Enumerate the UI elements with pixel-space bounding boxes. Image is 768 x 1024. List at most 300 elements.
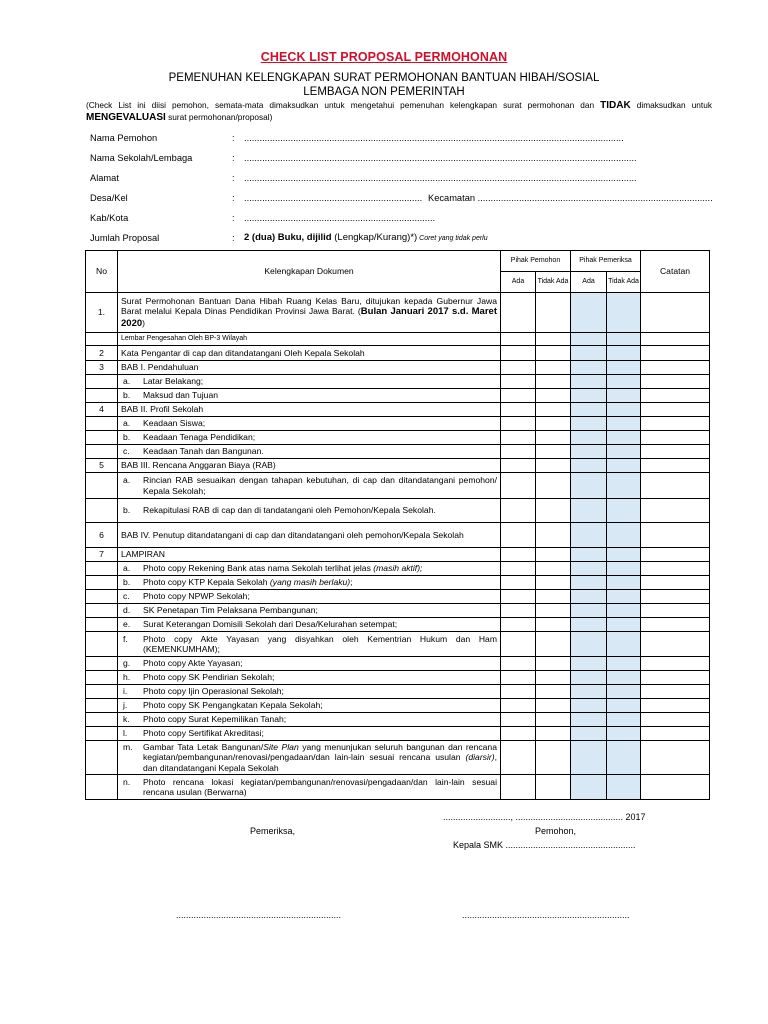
check-cell[interactable]	[607, 671, 641, 685]
note-cell[interactable]	[641, 473, 710, 499]
note-cell[interactable]	[641, 727, 710, 741]
row-number	[86, 576, 118, 590]
check-cell[interactable]	[536, 618, 571, 632]
check-cell[interactable]	[571, 632, 607, 657]
note-text-3: surat permohonan/proposal)	[165, 111, 273, 122]
field-label: Kab/Kota	[90, 213, 129, 223]
table-row	[86, 632, 710, 657]
check-cell[interactable]	[501, 713, 536, 727]
check-cell[interactable]	[607, 727, 641, 741]
row-item-text: Keadaan Siswa;	[143, 418, 206, 429]
field-kecamatan	[428, 191, 713, 205]
check-cell[interactable]	[501, 685, 536, 699]
row-item-text: Photo rencana lokasi kegiatan/pembangunan/renovasi/pengadaan/dan lain-lain sesuai rencana usulan (Berwarna)	[143, 776, 497, 797]
check-cell[interactable]	[607, 333, 641, 346]
check-cell[interactable]	[607, 403, 641, 417]
check-cell[interactable]	[607, 632, 641, 657]
check-cell[interactable]	[607, 445, 641, 459]
check-cell[interactable]	[607, 417, 641, 431]
check-cell[interactable]	[607, 562, 641, 576]
row-number: 4	[86, 403, 118, 417]
row-number: 7	[86, 548, 118, 562]
check-cell[interactable]	[607, 657, 641, 671]
check-cell[interactable]	[571, 576, 607, 590]
check-cell[interactable]	[501, 431, 536, 445]
check-cell[interactable]	[571, 389, 607, 403]
subtitle-line-1: PEMENUHAN KELENGKAPAN SURAT PERMOHONAN BANTUAN HIBAH/SOSIAL	[168, 72, 600, 84]
check-cell[interactable]	[607, 361, 641, 375]
check-cell[interactable]	[571, 375, 607, 389]
row-letter: j.	[123, 700, 128, 711]
row-text: BAB I. Pendahuluan	[118, 361, 501, 375]
item-text-end: ;	[350, 577, 353, 588]
check-cell[interactable]	[536, 346, 571, 361]
row-text-end: )	[142, 317, 146, 328]
row-text: BAB III. Rencana Anggaran Biaya (RAB)	[118, 459, 501, 473]
table-row	[86, 727, 710, 741]
table-row	[86, 685, 710, 699]
note-cell[interactable]	[641, 346, 710, 361]
check-cell[interactable]	[607, 523, 641, 548]
check-cell[interactable]	[571, 671, 607, 685]
row-letter: a.	[123, 475, 131, 486]
table-row	[86, 604, 710, 618]
check-cell[interactable]	[536, 657, 571, 671]
check-cell[interactable]	[536, 333, 571, 346]
table-row	[86, 590, 710, 604]
table-row	[86, 576, 710, 590]
item-text: , dan ditandatangani Kepala Sekolah	[143, 752, 497, 773]
jumlah-normal: (Lengkap/Kurang)*)	[331, 232, 418, 243]
row-text	[118, 604, 501, 618]
row-number: 1.	[86, 293, 118, 333]
check-cell[interactable]	[501, 473, 536, 499]
note-cell[interactable]	[641, 459, 710, 473]
check-cell[interactable]	[501, 548, 536, 562]
item-italic: (diarsir)	[465, 752, 495, 763]
field-blank[interactable]: .....................................................................	[244, 193, 423, 203]
row-letter: b.	[123, 577, 131, 588]
row-item-text: Photo copy Akte Yayasan yang disyahkan oleh Kementrian Hukum dan Ham (KEMENKUMHAM);	[143, 633, 497, 654]
row-number	[86, 727, 118, 741]
check-cell[interactable]	[536, 361, 571, 375]
row-number	[86, 417, 118, 431]
row-text-bold: Bulan Januari 2017 s.d. Maret 2020	[121, 306, 497, 329]
field-blank[interactable]: ...........................................................................................	[477, 193, 713, 203]
check-cell[interactable]	[571, 403, 607, 417]
check-cell[interactable]	[536, 431, 571, 445]
check-cell[interactable]	[571, 741, 607, 775]
row-number: 2	[86, 346, 118, 361]
check-cell[interactable]	[501, 389, 536, 403]
row-letter: a.	[123, 418, 131, 429]
check-cell[interactable]	[501, 604, 536, 618]
row-number	[86, 499, 118, 523]
check-cell[interactable]	[536, 293, 571, 333]
row-letter: a.	[123, 563, 131, 574]
row-number	[86, 431, 118, 445]
row-letter: c.	[123, 446, 130, 457]
note-cell[interactable]	[641, 417, 710, 431]
field-blank[interactable]: ...................................................................................................................................................	[244, 133, 624, 143]
check-cell[interactable]	[607, 576, 641, 590]
row-letter: m.	[123, 742, 133, 753]
row-number	[86, 741, 118, 775]
note-cell[interactable]	[641, 523, 710, 548]
check-cell[interactable]	[501, 590, 536, 604]
check-cell[interactable]	[571, 548, 607, 562]
check-cell[interactable]	[571, 417, 607, 431]
table-row	[86, 431, 710, 445]
check-cell[interactable]	[536, 685, 571, 699]
kepala-smk-label[interactable]: Kepala SMK ....................................................	[453, 840, 636, 850]
check-cell[interactable]	[571, 346, 607, 361]
pemeriksa-label: Pemeriksa,	[250, 826, 296, 836]
note-cell[interactable]	[641, 671, 710, 685]
row-text	[118, 417, 501, 431]
check-cell[interactable]	[536, 499, 571, 523]
note-cell[interactable]	[641, 590, 710, 604]
row-item-text	[143, 742, 497, 773]
row-text	[118, 671, 501, 685]
row-number	[86, 775, 118, 800]
item-text: Photo copy Rekening Bank atas nama Sekolah terlihat jelas	[143, 563, 374, 574]
row-text	[118, 590, 501, 604]
check-cell[interactable]	[536, 671, 571, 685]
note-cell[interactable]	[641, 431, 710, 445]
check-cell[interactable]	[607, 389, 641, 403]
check-cell[interactable]	[571, 499, 607, 523]
note-cell[interactable]	[641, 618, 710, 632]
instruction-note	[86, 100, 712, 123]
check-cell[interactable]	[501, 775, 536, 800]
row-item-text: Photo copy Akte Yayasan;	[143, 658, 243, 669]
check-cell[interactable]	[571, 685, 607, 699]
row-text	[118, 293, 501, 333]
place-date[interactable]: ..........................., ........................................... 2017	[443, 812, 646, 822]
note-cell[interactable]	[641, 741, 710, 775]
field-colon: :	[232, 193, 235, 203]
row-number	[86, 632, 118, 657]
check-cell[interactable]	[536, 713, 571, 727]
document-title: CHECK LIST PROPOSAL PERMOHONAN	[260, 50, 508, 64]
row-number: 6	[86, 523, 118, 548]
field-blank[interactable]: ..........................................................................	[244, 213, 436, 223]
row-number	[86, 618, 118, 632]
row-text	[118, 699, 501, 713]
check-cell[interactable]	[536, 459, 571, 473]
jumlah-note: Coret yang tidak perlu	[417, 235, 488, 242]
row-text	[118, 618, 501, 632]
field-label: Alamat	[90, 173, 119, 183]
check-cell[interactable]	[501, 562, 536, 576]
check-cell[interactable]	[536, 523, 571, 548]
check-cell[interactable]	[571, 590, 607, 604]
table-row	[86, 671, 710, 685]
row-text	[118, 562, 501, 576]
field-blank[interactable]: ........................................................................................................................................................	[244, 173, 637, 183]
row-letter: n.	[123, 776, 131, 787]
item-italic: (yang masih berlaku)	[269, 577, 351, 588]
note-cell[interactable]	[641, 657, 710, 671]
row-letter: e.	[123, 619, 131, 630]
table-row	[86, 741, 710, 775]
check-cell[interactable]	[536, 548, 571, 562]
check-cell[interactable]	[501, 727, 536, 741]
check-cell[interactable]	[571, 618, 607, 632]
note-cell[interactable]	[641, 375, 710, 389]
note-cell[interactable]	[641, 403, 710, 417]
row-letter: i.	[123, 686, 128, 697]
field-label: Kecamatan	[428, 193, 476, 203]
row-letter: c.	[123, 591, 130, 602]
table-row	[86, 562, 710, 576]
check-cell[interactable]	[607, 685, 641, 699]
note-cell[interactable]	[641, 685, 710, 699]
check-cell[interactable]	[607, 713, 641, 727]
check-cell[interactable]	[536, 417, 571, 431]
header-ada: Ada	[501, 272, 536, 293]
field-label: Desa/Kel	[90, 193, 128, 203]
check-cell[interactable]	[501, 403, 536, 417]
table-row	[86, 548, 710, 562]
check-cell[interactable]	[536, 741, 571, 775]
check-cell[interactable]	[501, 293, 536, 333]
table-row	[86, 389, 710, 403]
note-text-2: dimaksudkan untuk	[630, 100, 712, 110]
header-catatan: Catatan	[641, 251, 710, 293]
note-cell[interactable]	[641, 713, 710, 727]
field-colon: :	[232, 213, 235, 223]
table-row	[86, 375, 710, 389]
check-cell[interactable]	[501, 346, 536, 361]
note-cell[interactable]	[641, 445, 710, 459]
check-cell[interactable]	[571, 562, 607, 576]
row-item-text: Photo copy SK Pendirian Sekolah;	[143, 672, 275, 683]
table-row	[86, 417, 710, 431]
check-cell[interactable]	[607, 604, 641, 618]
check-cell[interactable]	[536, 699, 571, 713]
check-cell[interactable]	[571, 293, 607, 333]
note-cell[interactable]	[641, 389, 710, 403]
row-item-text: Latar Belakang;	[143, 376, 204, 387]
check-cell[interactable]	[607, 293, 641, 333]
note-cell[interactable]	[641, 548, 710, 562]
item-italic: (masih aktif);	[373, 563, 423, 574]
check-cell[interactable]	[571, 459, 607, 473]
subtitle-line-2: LEMBAGA NON PEMERINTAH	[303, 86, 465, 98]
check-cell[interactable]	[607, 775, 641, 800]
table-row	[86, 473, 710, 499]
note-mengevaluasi: MENGEVALUASI	[86, 111, 166, 123]
check-cell[interactable]	[536, 590, 571, 604]
check-cell[interactable]	[571, 333, 607, 346]
row-item-text: Keadaan Tenaga Pendidikan;	[143, 432, 256, 443]
row-text	[118, 727, 501, 741]
check-cell[interactable]	[571, 775, 607, 800]
check-cell[interactable]	[536, 632, 571, 657]
pemohon-signature-line[interactable]: ...................................................................	[462, 910, 630, 920]
row-number	[86, 375, 118, 389]
row-number	[86, 713, 118, 727]
note-text-1: (Check List ini diisi pemohon, semata-mata dimaksudkan untuk mengetahui pemenuhan kelengkapan surat permohonan dan	[86, 100, 601, 110]
row-item-text: Maksud dan Tujuan	[143, 390, 219, 401]
header-tidak-ada: Tidak Ada	[536, 272, 571, 293]
check-cell[interactable]	[536, 562, 571, 576]
check-cell[interactable]	[501, 523, 536, 548]
row-number	[86, 604, 118, 618]
row-text: BAB IV. Penutup ditandatangani di cap dan ditandatangani oleh pemohon/Kepala Sekolah	[118, 523, 501, 548]
pemeriksa-signature-line[interactable]: ..................................................................	[176, 910, 342, 920]
field-label: Jumlah Proposal	[90, 233, 160, 243]
check-cell[interactable]	[501, 417, 536, 431]
field-value	[244, 231, 488, 246]
check-cell[interactable]	[501, 699, 536, 713]
check-cell[interactable]	[536, 727, 571, 741]
row-text	[118, 389, 501, 403]
check-cell[interactable]	[607, 618, 641, 632]
note-cell[interactable]	[641, 632, 710, 657]
check-cell[interactable]	[607, 548, 641, 562]
row-text	[118, 632, 501, 657]
check-cell[interactable]	[501, 333, 536, 346]
check-cell[interactable]	[571, 713, 607, 727]
document-subtitle	[0, 71, 768, 99]
check-cell[interactable]	[571, 604, 607, 618]
check-cell[interactable]	[607, 590, 641, 604]
check-cell[interactable]	[571, 431, 607, 445]
item-text: Photo copy KTP Kepala Sekolah	[143, 577, 270, 588]
check-cell[interactable]	[501, 618, 536, 632]
check-cell[interactable]	[607, 699, 641, 713]
row-item-text: Surat Keterangan Domisili Sekolah dari Desa/Kelurahan setempat;	[143, 619, 398, 630]
row-text	[118, 713, 501, 727]
note-tidak: TIDAK	[600, 100, 631, 111]
check-cell[interactable]	[501, 632, 536, 657]
row-item-text: Photo copy Sertifikat Akreditasi;	[143, 728, 264, 739]
check-cell[interactable]	[501, 499, 536, 523]
row-number: 3	[86, 361, 118, 375]
table-row	[86, 699, 710, 713]
row-letter: a.	[123, 376, 131, 387]
row-letter: f.	[123, 633, 128, 644]
check-cell[interactable]	[607, 346, 641, 361]
row-letter: d.	[123, 605, 131, 616]
check-cell[interactable]	[607, 459, 641, 473]
check-cell[interactable]	[607, 473, 641, 499]
check-cell[interactable]	[607, 499, 641, 523]
check-cell[interactable]	[501, 361, 536, 375]
note-cell[interactable]	[641, 604, 710, 618]
check-cell[interactable]	[607, 375, 641, 389]
check-cell[interactable]	[536, 576, 571, 590]
note-cell[interactable]	[641, 361, 710, 375]
table-row	[86, 445, 710, 459]
item-text: yang menunjukan seluruh bangunan dan rencana kegiatan/pembangunan/renovasi/pengadaan/dan lain-lain sesuai rencana usulan	[143, 742, 497, 763]
check-cell[interactable]	[501, 576, 536, 590]
check-cell[interactable]	[571, 445, 607, 459]
check-cell[interactable]	[536, 473, 571, 499]
row-number	[86, 657, 118, 671]
table-row	[86, 293, 710, 333]
row-item-text: Keadaan Tanah dan Bangunan.	[143, 446, 264, 457]
header-no: No	[86, 251, 118, 293]
row-text	[118, 657, 501, 671]
table-row	[86, 403, 710, 417]
row-item-text: Rincian RAB sesuaikan dengan tahapan kebutuhan, di cap dan ditandatangani pemohon/ Kepala Sekolah;	[143, 475, 497, 496]
row-text	[118, 473, 501, 499]
row-item-text: Photo copy Ijin Operasional Sekolah;	[143, 686, 284, 697]
check-cell[interactable]	[571, 699, 607, 713]
field-colon: :	[232, 133, 235, 143]
row-text	[118, 685, 501, 699]
check-cell[interactable]	[501, 657, 536, 671]
item-italic: Site Plan	[263, 742, 299, 753]
check-cell[interactable]	[536, 445, 571, 459]
note-cell[interactable]	[641, 576, 710, 590]
check-cell[interactable]	[501, 445, 536, 459]
check-cell[interactable]	[501, 741, 536, 775]
check-cell[interactable]	[501, 459, 536, 473]
pemohon-label: Pemohon,	[535, 826, 577, 836]
row-item-text: Photo copy SK Pengangkatan Kepala Sekolah;	[143, 700, 323, 711]
row-number	[86, 671, 118, 685]
check-cell[interactable]	[571, 657, 607, 671]
row-text-main: Surat Permohonan Bantuan Dana Hibah Ruang Kelas Baru, ditujukan kepada Gubernur Jawa Barat melalui Kepala Dinas Pendidikan Provinsi Jawa Barat. (	[121, 296, 497, 317]
check-cell[interactable]	[501, 671, 536, 685]
note-cell[interactable]	[641, 562, 710, 576]
row-text: Lembar Pengesahan Oleh BP-3 Wilayah	[118, 333, 501, 346]
table-row	[86, 459, 710, 473]
check-cell[interactable]	[607, 431, 641, 445]
field-blank[interactable]: ........................................................................................................................................................	[244, 153, 637, 163]
row-text	[118, 576, 501, 590]
note-cell[interactable]	[641, 333, 710, 346]
table-row	[86, 657, 710, 671]
row-letter: h.	[123, 672, 131, 683]
check-cell[interactable]	[571, 523, 607, 548]
check-cell[interactable]	[536, 604, 571, 618]
row-text	[118, 741, 501, 775]
table-row	[86, 346, 710, 361]
note-cell[interactable]	[641, 499, 710, 523]
check-cell[interactable]	[536, 775, 571, 800]
check-cell[interactable]	[501, 375, 536, 389]
check-cell[interactable]	[571, 361, 607, 375]
field-colon: :	[232, 173, 235, 183]
row-number	[86, 590, 118, 604]
row-number	[86, 473, 118, 499]
row-text: BAB II. Profil Sekolah	[118, 403, 501, 417]
table-row	[86, 499, 710, 523]
check-cell[interactable]	[571, 473, 607, 499]
note-cell[interactable]	[641, 775, 710, 800]
check-cell[interactable]	[536, 403, 571, 417]
header-pihak-pemohon: Pihak Pemohon	[501, 251, 571, 272]
header-pihak-pemeriksa: Pihak Pemeriksa	[571, 251, 641, 272]
header-tidak-ada: Tidak Ada	[607, 272, 641, 293]
note-cell[interactable]	[641, 293, 710, 333]
row-letter: b.	[123, 432, 131, 443]
note-cell[interactable]	[641, 699, 710, 713]
check-cell[interactable]	[536, 389, 571, 403]
field-label: Nama Sekolah/Lembaga	[90, 153, 193, 163]
check-cell[interactable]	[536, 375, 571, 389]
check-cell[interactable]	[607, 741, 641, 775]
row-letter: l.	[123, 728, 128, 739]
check-cell[interactable]	[571, 727, 607, 741]
row-number: 5	[86, 459, 118, 473]
